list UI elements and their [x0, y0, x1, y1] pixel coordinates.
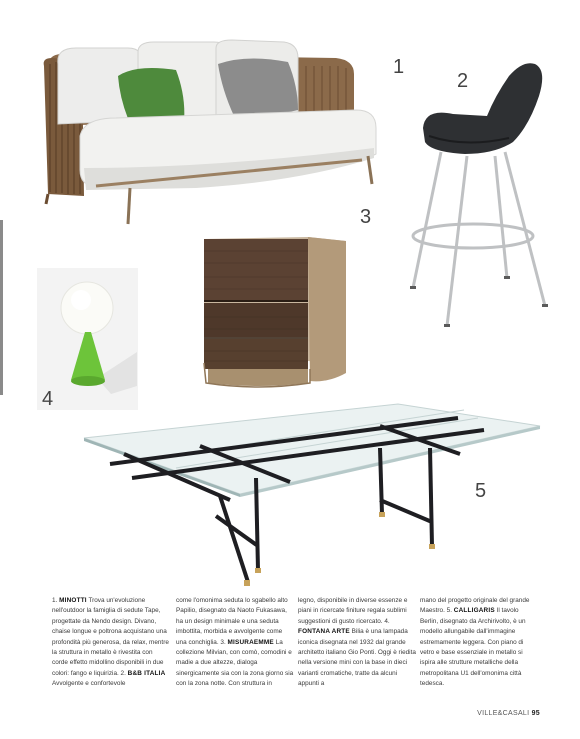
brand-name: FONTANA ARTE: [298, 628, 350, 636]
caption-column-3: [298, 596, 416, 690]
caption-column-1: [52, 596, 170, 690]
caption-column-4: [420, 596, 538, 690]
stool-photo: [405, 56, 555, 331]
brand-name: MINOTTI: [59, 597, 87, 604]
magazine-name: VILLE&CASALI: [477, 710, 530, 717]
caption-text: 1.: [52, 597, 60, 604]
item-number-2: 2: [457, 70, 469, 92]
chest-of-drawers-photo: [198, 233, 350, 393]
brand-name: B&B ITALIA: [127, 669, 166, 677]
caption-text: mano del progetto originale del grande Maestro. 5.: [420, 597, 530, 615]
caption-text: Trova un'evoluzione nell'outdoor la famiglia di sedute Tape, progettate da Nendo design. Divano, chaise longue e poltrona acquistano una profondità più generosa, da relax, mentre la struttura in metallo è rivestita con corde effetto midollino disponibili in due colori: fango e liquirizia. 2.: [52, 597, 169, 677]
item-number-4: 4: [42, 388, 54, 410]
page-number: 95: [531, 710, 540, 717]
page-footer: [477, 710, 540, 717]
caption-column-2: [176, 596, 294, 690]
sofa-photo: [36, 36, 386, 231]
caption-text: Avvolgente e confortevole: [52, 680, 126, 688]
page-edge-bar: [0, 220, 3, 395]
caption-text: Il tavolo Berlin, disegnato da Archirivolto, è un modello allungabile dall'immagine estremamente leggera. Con piano di vetro e base essenziale in metallo si ispira alle strutture metalliche della metropolitana U1 dell'omonima città tedesca.: [420, 607, 526, 688]
caption-text: come l'omonima seduta lo sgabello alto Papilio, disegnato da Naoto Fukasawa, ha un design minimale e una seduta imbottita, morbida e avvolgente come una conchiglia. 3.: [176, 597, 288, 646]
item-number-3: 3: [360, 206, 372, 228]
brand-name: MISURAEMME: [227, 638, 274, 646]
caption-text: La collezione Milvian, con comò, comodini e madie a due altezze, dialoga sinergicamente sia con la zona giorno sia con la zona notte. Con struttura in: [176, 638, 294, 688]
item-number-1: 1: [393, 56, 405, 78]
caption-text: legno, disponibile in diverse essenze e piani in ricercate finiture regala sublimi suggestioni di gusto ricercato. 4.: [298, 597, 408, 625]
caption-text: Bilia è una lampada iconica disegnata nel 1932 dal grande architetto italiano Gio Ponti. Oggi è riedita nella versione mini con la base in dieci varianti cromatiche, tratte da alcuni appunti a: [298, 628, 416, 688]
item-number-5: 5: [475, 480, 487, 502]
brand-name: CALLIGARIS: [453, 607, 495, 615]
